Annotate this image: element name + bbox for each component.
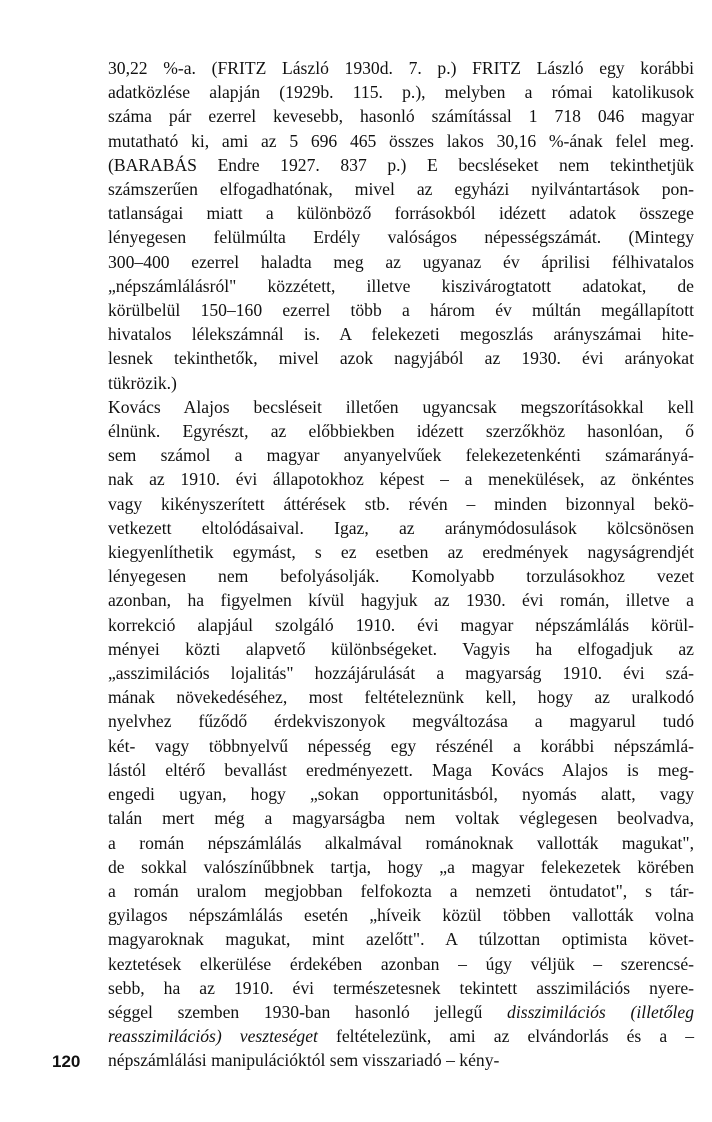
page-number: 120 bbox=[52, 1052, 81, 1071]
text-line: séggel szemben 1930-ban hasonló jellegű disszimilációs (illetőleg bbox=[108, 1001, 694, 1022]
text-line: ményei közti alapvető különbségeket. Vagyis ha elfogadjuk az bbox=[108, 638, 694, 659]
text-line: hivatalos lélekszámnál is. A felekezeti megoszlás arányszámai hite- bbox=[108, 324, 694, 345]
text-line: lényegesen nem befolyásolják. Komolyabb torzulásokhoz vezet bbox=[108, 566, 694, 587]
text-line: a román uralom megjobban felfokozta a nemzeti öntudatot", s tár- bbox=[108, 880, 694, 901]
text-line: két- vagy többnyelvű népesség egy részénél a korábbi népszámlá- bbox=[108, 735, 694, 756]
text-line: kiegyenlíthetik egymást, s ez esetben az eredmények nagyságrendjét bbox=[108, 542, 694, 563]
text-line: 300–400 ezerrel haladta meg az ugyanaz év áprilisi félhivatalos bbox=[108, 251, 694, 272]
text-line: de sokkal valószínűbbnek tartja, hogy „a magyar felekezetek körében bbox=[108, 856, 694, 877]
text-line: számszerűen elfogadhatónak, mivel az egyházi nyilvántartások pon- bbox=[108, 179, 694, 200]
paragraph-2 bbox=[108, 395, 694, 1073]
text-line: mutatható ki, ami az 5 696 465 összes lakos 30,16 %-ának felel meg. bbox=[108, 130, 694, 151]
body-text bbox=[108, 56, 694, 1073]
text-line: (BARABÁS Endre 1927. 837 p.) E becsléseket nem tekinthetjük bbox=[108, 154, 694, 175]
text-line: reasszimilációs) veszteséget feltételezünk, ami az elvándorlás és a – bbox=[108, 1026, 694, 1047]
text-line: Kovács Alajos becsléseit illetően ugyancsak megszorításokkal kell bbox=[108, 396, 694, 417]
text-line: engedi ugyan, hogy „sokan opportunitásból, nyomás alatt, vagy bbox=[108, 784, 694, 805]
text-line: mának növekedéséhez, most feltételeznünk kell, hogy az uralkodó bbox=[108, 687, 694, 708]
text-line: korrekció alapjául szolgáló 1910. évi magyar népszámlálás körül- bbox=[108, 614, 694, 635]
text-line: lesnek tekinthetők, mivel azok nagyjából az 1930. évi arányokat bbox=[108, 348, 694, 369]
text-line: lényegesen felülmúlta Erdély valóságos népességszámát. (Mintegy bbox=[108, 227, 694, 248]
text-line: népszámlálási manipulációktól sem visszariadó – kény- bbox=[108, 1050, 500, 1071]
text-line: magyaroknak magukat, mint azelőtt". A túlzottan optimista követ- bbox=[108, 929, 694, 950]
text-line: nyelvhez fűződő érdekviszonyok megváltozása a magyarul tudó bbox=[108, 711, 694, 732]
paragraph-1 bbox=[108, 56, 694, 395]
text-line: azonban, ha figyelmen kívül hagyjuk az 1930. évi román, illetve a bbox=[108, 590, 694, 611]
text-line: élnünk. Egyrészt, az előbbiekben idézett szerzőkhöz hasonlóan, ő bbox=[108, 421, 694, 442]
text-line: sebb, ha az 1910. évi természetesnek tekintett asszimilációs nyere- bbox=[108, 977, 694, 998]
text-line: 30,22 %-a. (FRITZ László 1930d. 7. p.) FRITZ László egy korábbi bbox=[108, 58, 694, 78]
text-line: tatlanságai miatt a különböző forrásokból idézett adatok összege bbox=[108, 203, 694, 224]
text-line: körülbelül 150–160 ezerrel több a három év múltán megállapított bbox=[108, 300, 694, 321]
text-line: talán mert még a magyarságba nem voltak véglegesen beolvadva, bbox=[108, 808, 694, 829]
text-line: gyilagos népszámlálás esetén „híveik közül többen vallották volna bbox=[108, 905, 694, 926]
text-line: nak az 1910. évi állapotokhoz képest – a menekülések, az önkéntes bbox=[108, 469, 694, 490]
text-line: „asszimilációs lojalitás" hozzájárulását a magyarság 1910. évi szá- bbox=[108, 663, 694, 684]
text-line: sem számol a magyar anyanyelvűek felekezetenkénti számarányá- bbox=[108, 445, 694, 466]
text-line: száma pár ezerrel kevesebb, hasonló számítással 1 718 046 magyar bbox=[108, 106, 694, 127]
text-line: lástól eltérő bevallást eredményezett. Maga Kovács Alajos is meg- bbox=[108, 759, 694, 780]
text-line: „népszámlálásról" közzétett, illetve kiszivárogtatott adatokat, de bbox=[108, 275, 694, 296]
text-line: adatközlése alapján (1929b. 115. p.), melyben a római katolikusok bbox=[108, 82, 694, 103]
text-line: keztetések elkerülése érdekében azonban – úgy véljük – szerencsé- bbox=[108, 953, 694, 974]
text-line: tükrözik.) bbox=[108, 372, 177, 393]
text-line: vagy kikényszerített áttérések stb. révén – minden bizonnyal bekö- bbox=[108, 493, 694, 514]
text-line: a román népszámlálás alkalmával románoknak vallották magukat", bbox=[108, 832, 694, 853]
text-line: vetkezett eltolódásaival. Igaz, az aránymódosulások kölcsönösen bbox=[108, 517, 694, 538]
